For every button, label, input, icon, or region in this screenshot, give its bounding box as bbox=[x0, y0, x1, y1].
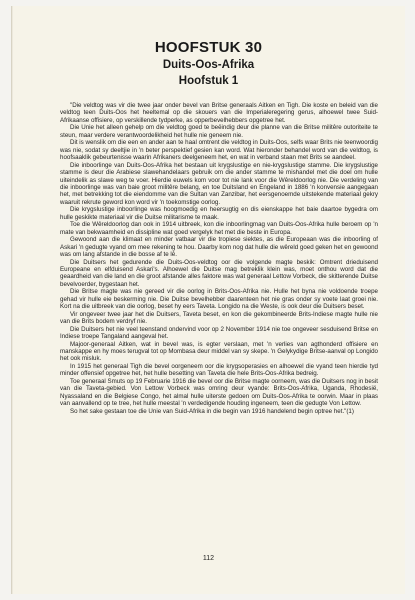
paragraph: Vir ongeveer twee jaar het die Duitsers, Taveta beset, en kon die gekombineerde Brits-Indiese magte hulle nie van die Brits bodem verdryf nie. bbox=[60, 310, 378, 326]
chapter-subtitle: Duits-Oos-Afrika bbox=[162, 59, 255, 71]
paragraph: Die Duitsers het nie veel teenstand ondervind voor op 2 November 1914 nie toe ongeveer sesduisend Britse en Indiese troepe Tangaland aangeval het. bbox=[60, 325, 378, 341]
paragraph: Dit is wenslik om die een en ander aan te haal omtrent die veldtog in Duits-Oos, selfs waar Brits nie teenwoordig was nie, sodat sy deeltjie in 'n beter perspektief gesien kan word. Wat hieronder behandel word van die veldtog, is hoofsaaklik gebeurtenisse waarin Afrikaners deelgeneem het, en wat in verband staan met Brits se aandeel. bbox=[60, 139, 378, 162]
paragraph: Die Duitsers het gedurende die Duits-Oos-veldtog oor die volgende magte beskik: Omtrent drieduisend Europeane en elfduisend Askari's. Alhoewel die Duitse mag betreklik klein was, moet onthou word dat die geaardheid van die land en die groot afstande alles faktore was wat generaal Lettow Vorbeck, die skitterende Duitse bevelvoerder, bygestaan het. bbox=[60, 258, 378, 288]
section-title: Hoofstuk 1 bbox=[178, 75, 239, 87]
paragraph: Die krygslustige inboorlinge was hoogmoedig en heersugtig en dis eienskappe het baie daartoe bygedra om hulle geskikte materiaal vir die Duitse militarisme te maak. bbox=[60, 206, 378, 221]
paragraph: Gewoond aan die klimaat en minder vatbaar vir die tropiese siektes, as die Europeaan was die inboorling of Askari 'n gedugte vyand om mee rekening te hou. Daarby kom nog dat hulle die wêreld goed geken het en gewoond was om lang afstande in die bosse af te lê. bbox=[60, 236, 378, 259]
paragraph: In 1915 het generaal Tigh die bevel oorgeneem oor die krygsoperasies en alhoewel die vyand teen hierdie tyd minder offensief opgetree het, het hulle besetting van Taveta die hele Brits-Oos-Afrika bedreig. bbox=[60, 362, 378, 378]
paragraph: Majoor-generaal Aitken, wat in bevel was, is egter verslaan, met 'n verlies van agthonderd offisiere en manskappe en hy moes terugval tot op Mombasa deur middel van sy skepe. 'n Gelykydige Britse-aanval op Longido het ook misluk. bbox=[60, 340, 378, 363]
paragraph: Toe die Wêreldoorlog dan ook in 1914 uitbreek, kon die inboorlingmag van Duits-Oos-Afrika hulle beroem op 'n mate van bekwaamheid en dissipline wat goed vergelyk het met die beste in Europa. bbox=[60, 221, 378, 236]
page-number: 112 bbox=[202, 555, 215, 562]
paragraph: Die Unie het alleen gehelp om die veldtog goed te beëindig deur die planne van die Britse militêre outoriteite te steun, maar verdere verantwoordelikheid het hulle nie geneem nie. bbox=[60, 124, 378, 139]
body-text bbox=[60, 102, 378, 415]
paragraph: Die inboorlinge van Duits-Oos-Afrika het bestaan uit krygslustige en nie-krygslustige stamme. Die krygslustige stamme is deur die Arabiese slawehandelaars gebruik om die ander stamme te mishandel met die doel om hulle uiteindelik as slawe weg te voer. Hierdie euwels kom voor tot nie lank voor die Wêreldoorlog nie. Die verdeling van die inboorlinge was van baie groot militêre belang, en toe Duitsland en Engeland in 1886 'n konvensie aangegaan het, met betrekking tot die eiendomme van die Sultan van Zanzibar, het eersgenoemde uitstekende materiaal gekry waaruit rekrute geword kon word vir 'n toekomstige oorlog. bbox=[60, 161, 378, 206]
book-page bbox=[11, 6, 405, 594]
chapter-title: HOOFSTUK 30 bbox=[154, 39, 263, 56]
paragraph: So het sake gestaan toe die Unie van Suid-Afrika in die begin van 1916 handelend begin optree het."(1) bbox=[70, 407, 354, 415]
paragraph: "Die veldtog was vir die twee jaar onder bevel van Britse generaals Aitken en Tigh. Die koste en beleid van die veldtog teen Duits-Oos het heeltemal op die skouers van die Imperialeregering gerus, alhoewel twee Suid-Afrikaanse offisiere, op verskillende tydperke, as opperbevelhebbers opgetree het. bbox=[60, 102, 378, 124]
paragraph: Toe generaal Smuts op 19 Februarie 1916 die bevel oor die Britse magte oorneem, was die Duitsers nog in besit van die Taveta-gebied. Von Lettow Vorbeck was omring deur vyande: Brits-Oos-Afrika, Uganda, Rhodesië, Nyassaland en die Belgiese Congo, het almal hulle uiterste gedoen om Duits-Oos-Afrika te oorwin. Maar in plaas van aanvallend op te tree, het hulle meestal 'n verdedigende houding ingeneem, teen die gedugte Von Lettow. bbox=[60, 377, 378, 408]
paragraph: Die Britse magte was nie gereed vir die oorlog in Brits-Oos-Afrika nie. Hulle het byna nie voldoende troepe gehad vir hulle eie beskerming nie. Die Duitse bevelhebber daarenteen het nie gras onder sy voete laat groei nie. Kort na die uitbreek van die oorlog, beset hy eers Taveta. Longido na die Weste, is ook deur die Duitsers beset. bbox=[60, 288, 378, 311]
